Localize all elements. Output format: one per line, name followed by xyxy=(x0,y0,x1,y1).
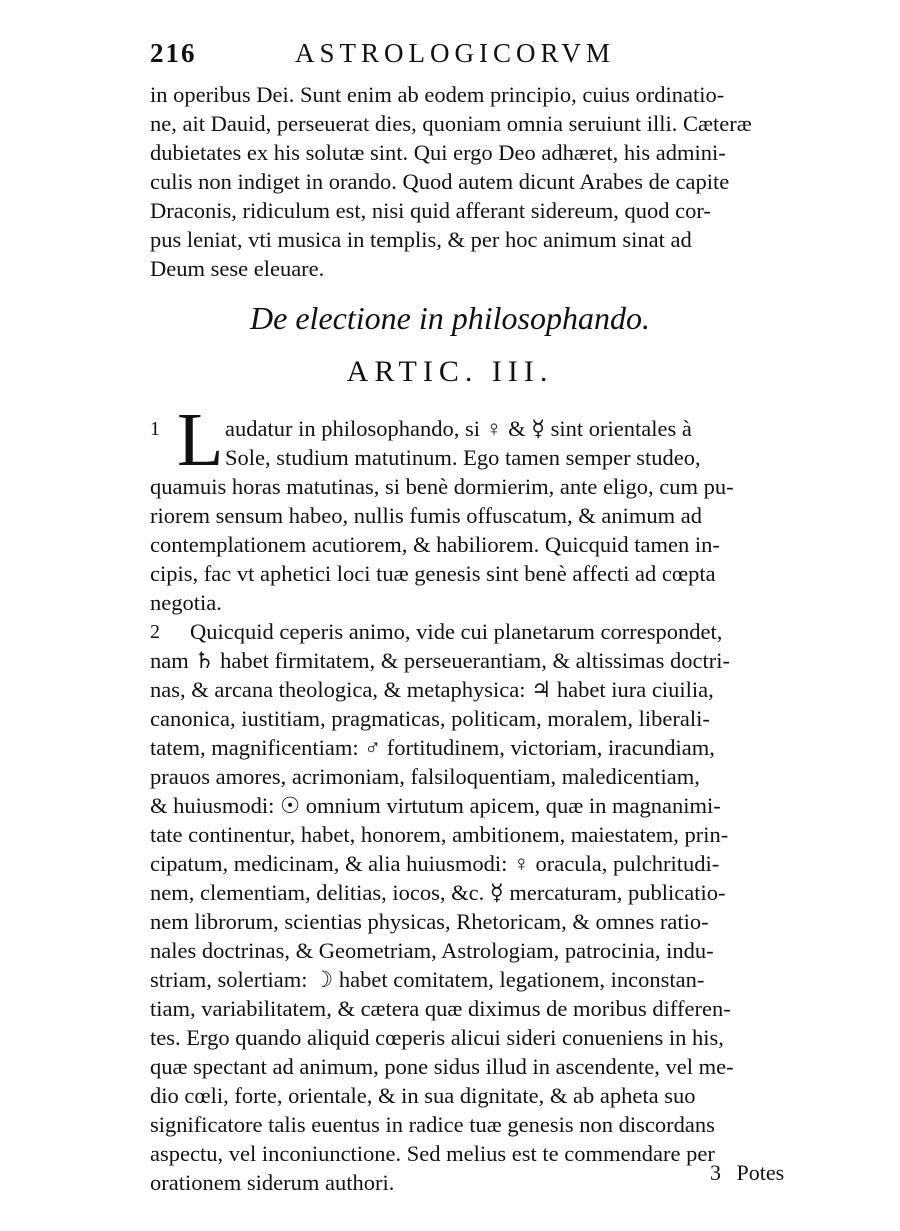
text-line: dubietates ex his solutæ sint. Qui ergo Deo adhæret, his admini- xyxy=(150,140,726,165)
text-line: negotia. xyxy=(150,590,222,615)
text-line: Deum sese eleuare. xyxy=(150,256,325,281)
text-line: striam, solertiam: ☽ habet comitatem, legationem, inconstan- xyxy=(150,967,705,992)
text-line: & huiusmodi: ☉ omnium virtutum apicem, quæ in magnanimi- xyxy=(150,793,721,818)
text-line: orationem siderum authori. xyxy=(150,1170,395,1195)
text-line: tiam, variabilitatem, & cætera quæ diximus de moribus differen- xyxy=(150,996,731,1021)
page-footer xyxy=(710,1160,784,1186)
section-title: De electione in philosophando. xyxy=(250,300,650,336)
text-line: in operibus Dei. Sunt enim ab eodem principio, cuius ordinatio- xyxy=(150,82,725,107)
text-line: tatem, magnificentiam: ♂ fortitudinem, victoriam, iracundiam, xyxy=(150,735,715,760)
text-line: riorem sensum habeo, nullis fumis offuscatum, & animum ad xyxy=(150,503,702,528)
text-line: quæ spectant ad animum, pone sidus illud in ascendente, vel me- xyxy=(150,1054,734,1079)
text-line: cipis, fac vt aphetici loci tuæ genesis sint benè affecti ad cœpta xyxy=(150,561,716,586)
text-line: dio cœli, forte, orientale, & in sua dignitate, & ab apheta suo xyxy=(150,1083,696,1108)
paragraph-number: 2 xyxy=(150,621,160,643)
text-line: canonica, iustitiam, pragmaticas, politicam, moralem, liberali- xyxy=(150,706,710,731)
text-line: pus leniat, vti musica in templis, & per hoc animum sinat ad xyxy=(150,227,692,252)
text-line: cipatum, medicinam, & alia huiusmodi: ♀ oracula, pulchritudi- xyxy=(150,851,720,876)
page-number: 216 xyxy=(150,38,197,68)
text-line: Quicquid ceperis animo, vide cui planetarum correspondet, xyxy=(190,619,723,644)
text-line: tes. Ergo quando aliquid cœperis alicui sideri conueniens in his, xyxy=(150,1025,724,1050)
catchword: Potes xyxy=(736,1160,785,1185)
text-line: aspectu, vel inconiunctione. Sed melius est te commendare per xyxy=(150,1141,715,1166)
text-line: nem, clementiam, delitias, iocos, &c. ☿ mercaturam, publicatio- xyxy=(150,880,726,905)
text-line: prauos amores, acrimoniam, falsiloquentiam, maledicentiam, xyxy=(150,764,700,789)
text-line: audatur in philosophando, si ♀ & ☿ sint orientales à xyxy=(225,416,692,441)
article-heading: ARTIC. III. xyxy=(346,355,554,388)
text-line: culis non indiget in orando. Quod autem dicunt Arabes de capite xyxy=(150,169,730,194)
text-line: ne, ait Dauid, perseuerat dies, quoniam omnia seruiunt illi. Cæteræ xyxy=(150,111,752,136)
text-line: nem librorum, scientias physicas, Rhetoricam, & omnes ratio- xyxy=(150,909,709,934)
text-line: contemplationem acutiorem, & habiliorem. Quicquid tamen in- xyxy=(150,532,720,557)
text-line: tate continentur, habet, honorem, ambitionem, maiestatem, prin- xyxy=(150,822,729,847)
signature-mark: 3 xyxy=(710,1160,721,1185)
running-title: ASTROLOGICORVM xyxy=(295,38,615,68)
text-line: significatore talis euentus in radice tuæ genesis non discordans xyxy=(150,1112,715,1137)
text-line: nam ♄ habet firmitatem, & perseuerantiam, & altissimas doctri- xyxy=(150,648,731,673)
paragraph-number: 1 xyxy=(150,418,160,440)
drop-capital: L xyxy=(177,398,224,482)
running-header xyxy=(150,38,770,78)
text-line: Sole, studium matutinum. Ego tamen semper studeo, xyxy=(225,445,701,470)
text-line: nas, & arcana theologica, & metaphysica: ♃ habet iura ciuilia, xyxy=(150,677,714,702)
text-line: nales doctrinas, & Geometriam, Astrologiam, patrocinia, indu- xyxy=(150,938,714,963)
text-line: quamuis horas matutinas, si benè dormierim, ante eligo, cum pu- xyxy=(150,474,734,499)
text-line: Draconis, ridiculum est, nisi quid afferant sidereum, quod cor- xyxy=(150,198,711,223)
